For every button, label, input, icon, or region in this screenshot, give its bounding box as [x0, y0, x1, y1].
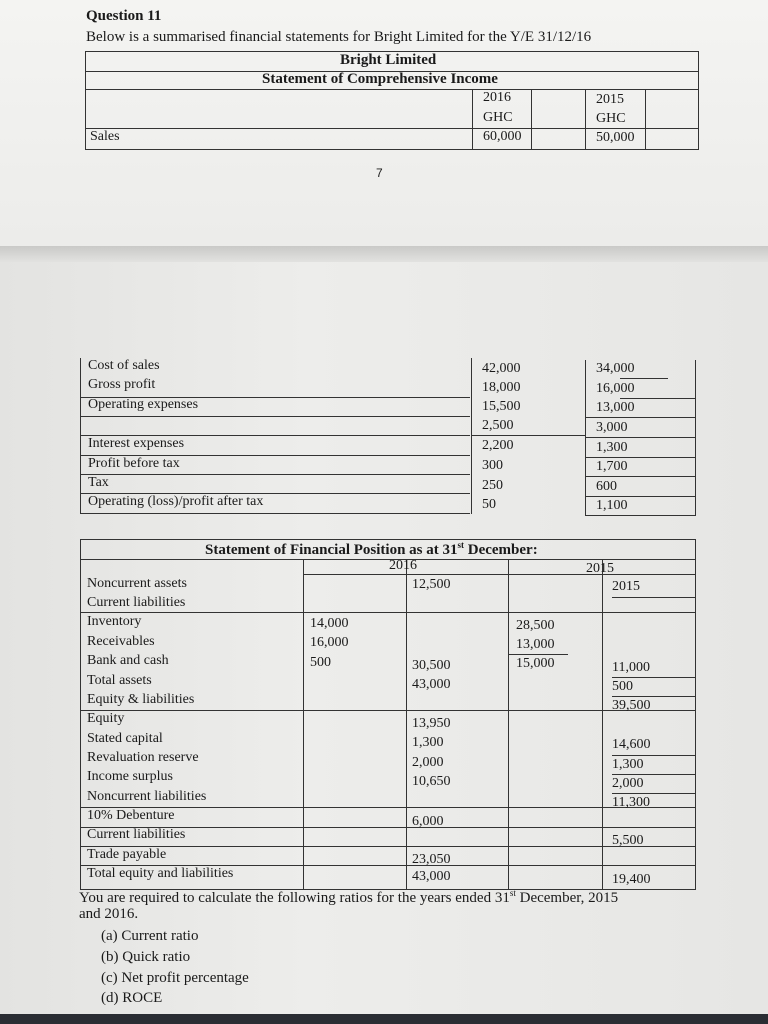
sofp-label-receivables: Receivables: [87, 634, 155, 649]
question-title: Question 11: [86, 8, 162, 24]
profit-after-tax-2015: 1,100: [596, 498, 628, 513]
profit-before-tax-2016: 300: [482, 458, 503, 473]
sofp-total-assets-2015: 500: [612, 679, 633, 694]
sofp-label-income-surplus: Income surplus: [87, 769, 173, 784]
is-col-2016: 2016: [483, 90, 511, 105]
is-currency-2015: GHC: [596, 111, 626, 126]
sofp-total-assets-2016: 43,000: [412, 677, 451, 692]
sofp-total-equity-2016: 43,000: [412, 869, 451, 884]
income-statement-title: Statement of Comprehensive Income: [262, 71, 498, 87]
sofp-label-revaluation-reserve: Revaluation reserve: [87, 750, 199, 765]
operating-profit-2015: 3,000: [596, 420, 628, 435]
cost-of-sales-2015: 34,000: [596, 361, 635, 376]
sofp-label-current-liabilities-a: Current liabilities: [87, 595, 186, 610]
row-label-gross-profit: Gross profit: [88, 377, 156, 392]
sofp-bank-2015: 15,000: [516, 656, 555, 671]
sofp-current-assets-2015: 11,000: [612, 660, 650, 675]
sofp-col-2016: 2016: [389, 558, 417, 573]
interest-expenses-2015: 1,300: [596, 440, 628, 455]
row-label-profit-before-tax: Profit before tax: [88, 456, 180, 471]
operating-profit-2016: 2,500: [482, 418, 514, 433]
sofp-label-trade-payable: Trade payable: [87, 847, 167, 862]
sofp-label-total-assets: Total assets: [87, 673, 152, 688]
page-number: 7: [376, 166, 383, 180]
ratio-item-quick-ratio: (b) Quick ratio: [101, 949, 191, 965]
sofp-trade-payable-2016: 23,050: [412, 852, 451, 867]
sofp-revaluation-2015: 1,300: [612, 757, 644, 772]
sofp-label-noncurrent-liabilities: Noncurrent liabilities: [87, 789, 207, 804]
sofp-revaluation-2016: 2,000: [412, 755, 444, 770]
row-label-profit-after-tax: Operating (loss)/profit after tax: [88, 494, 264, 509]
is-col-2015: 2015: [596, 92, 624, 107]
row-label-tax: Tax: [88, 475, 109, 490]
gross-profit-2016: 18,000: [482, 380, 521, 395]
sofp-total-equity-2015: 19,400: [612, 872, 651, 887]
question-intro: Below is a summarised financial statements for Bright Limited for the Y/E 31/12/16: [86, 29, 592, 45]
tax-2016: 250: [482, 478, 503, 493]
requirement-text-line2: and 2016.: [79, 906, 139, 922]
sofp-title: Statement of Financial Position as at 31st December:: [205, 540, 538, 558]
sofp-noncurrent-assets-2016: 12,500: [412, 577, 451, 592]
sofp-receivables-2015: 13,000: [516, 637, 555, 652]
sofp-noncurrent-liabilities-2015: 11,300: [612, 795, 650, 810]
sofp-income-surplus-2015: 2,000: [612, 776, 644, 791]
profit-before-tax-2015: 1,700: [596, 459, 628, 474]
sofp-label-equity-liabilities: Equity & liabilities: [87, 692, 195, 707]
sofp-inventory-2015: 28,500: [516, 618, 555, 633]
sofp-col-2015: 2015: [586, 561, 614, 576]
profit-after-tax-2016: 50: [482, 497, 496, 512]
sofp-income-surplus-2016: 10,650: [412, 774, 451, 789]
sofp-stated-capital-2015: 14,600: [612, 737, 651, 752]
ratio-item-current-ratio: (a) Current ratio: [101, 928, 199, 944]
sofp-current-assets-2016: 30,500: [412, 658, 451, 673]
ratio-item-net-profit-percentage: (c) Net profit percentage: [101, 970, 249, 986]
requirement-text: You are required to calculate the following ratios for the years ended 31st December, 2015: [79, 888, 619, 906]
row-label-sales: Sales: [90, 129, 120, 144]
sofp-receivables-2016: 16,000: [310, 635, 349, 650]
sofp-label-inventory: Inventory: [87, 614, 142, 629]
operating-expenses-2016: 15,500: [482, 399, 521, 414]
operating-expenses-2015: 13,000: [596, 400, 635, 415]
sofp-label-stated-capital: Stated capital: [87, 731, 163, 746]
row-label-cost-of-sales: Cost of sales: [88, 358, 160, 373]
ratio-item-roce: (d) ROCE: [101, 990, 163, 1006]
screen-bezel: [0, 1014, 768, 1024]
sofp-bank-2016: 500: [310, 655, 331, 670]
interest-expenses-2016: 2,200: [482, 438, 514, 453]
is-currency-2016: GHC: [483, 110, 513, 125]
sales-2015: 50,000: [596, 130, 635, 145]
tax-2015: 600: [596, 479, 617, 494]
sofp-equity-liabilities-2015: 39,500: [612, 698, 651, 713]
sofp-label-bank-and-cash: Bank and cash: [87, 653, 169, 668]
sofp-current-liabilities-2015: 5,500: [612, 833, 644, 848]
sofp-label-debenture: 10% Debenture: [87, 808, 175, 823]
cost-of-sales-2016: 42,000: [482, 361, 521, 376]
gross-profit-2015: 16,000: [596, 381, 635, 396]
sofp-debenture-2016: 6,000: [412, 814, 444, 829]
row-label-interest-expenses: Interest expenses: [88, 436, 185, 451]
page-fold-shadow: [0, 246, 768, 262]
sofp-stated-capital-2016: 1,300: [412, 735, 444, 750]
sofp-noncurrent-assets-2015: 2015: [612, 579, 640, 594]
sofp-label-noncurrent-assets: Noncurrent assets: [87, 576, 187, 591]
sofp-label-equity: Equity: [87, 711, 125, 726]
row-label-operating-expenses: Operating expenses: [88, 397, 199, 412]
sales-2016: 60,000: [483, 129, 522, 144]
sofp-label-total-equity-liabilities: Total equity and liabilities: [87, 866, 234, 881]
company-name: Bright Limited: [340, 52, 437, 68]
sofp-inventory-2016: 14,000: [310, 616, 349, 631]
sofp-label-current-liabilities-b: Current liabilities: [87, 827, 186, 842]
sofp-equity-2016: 13,950: [412, 716, 451, 731]
